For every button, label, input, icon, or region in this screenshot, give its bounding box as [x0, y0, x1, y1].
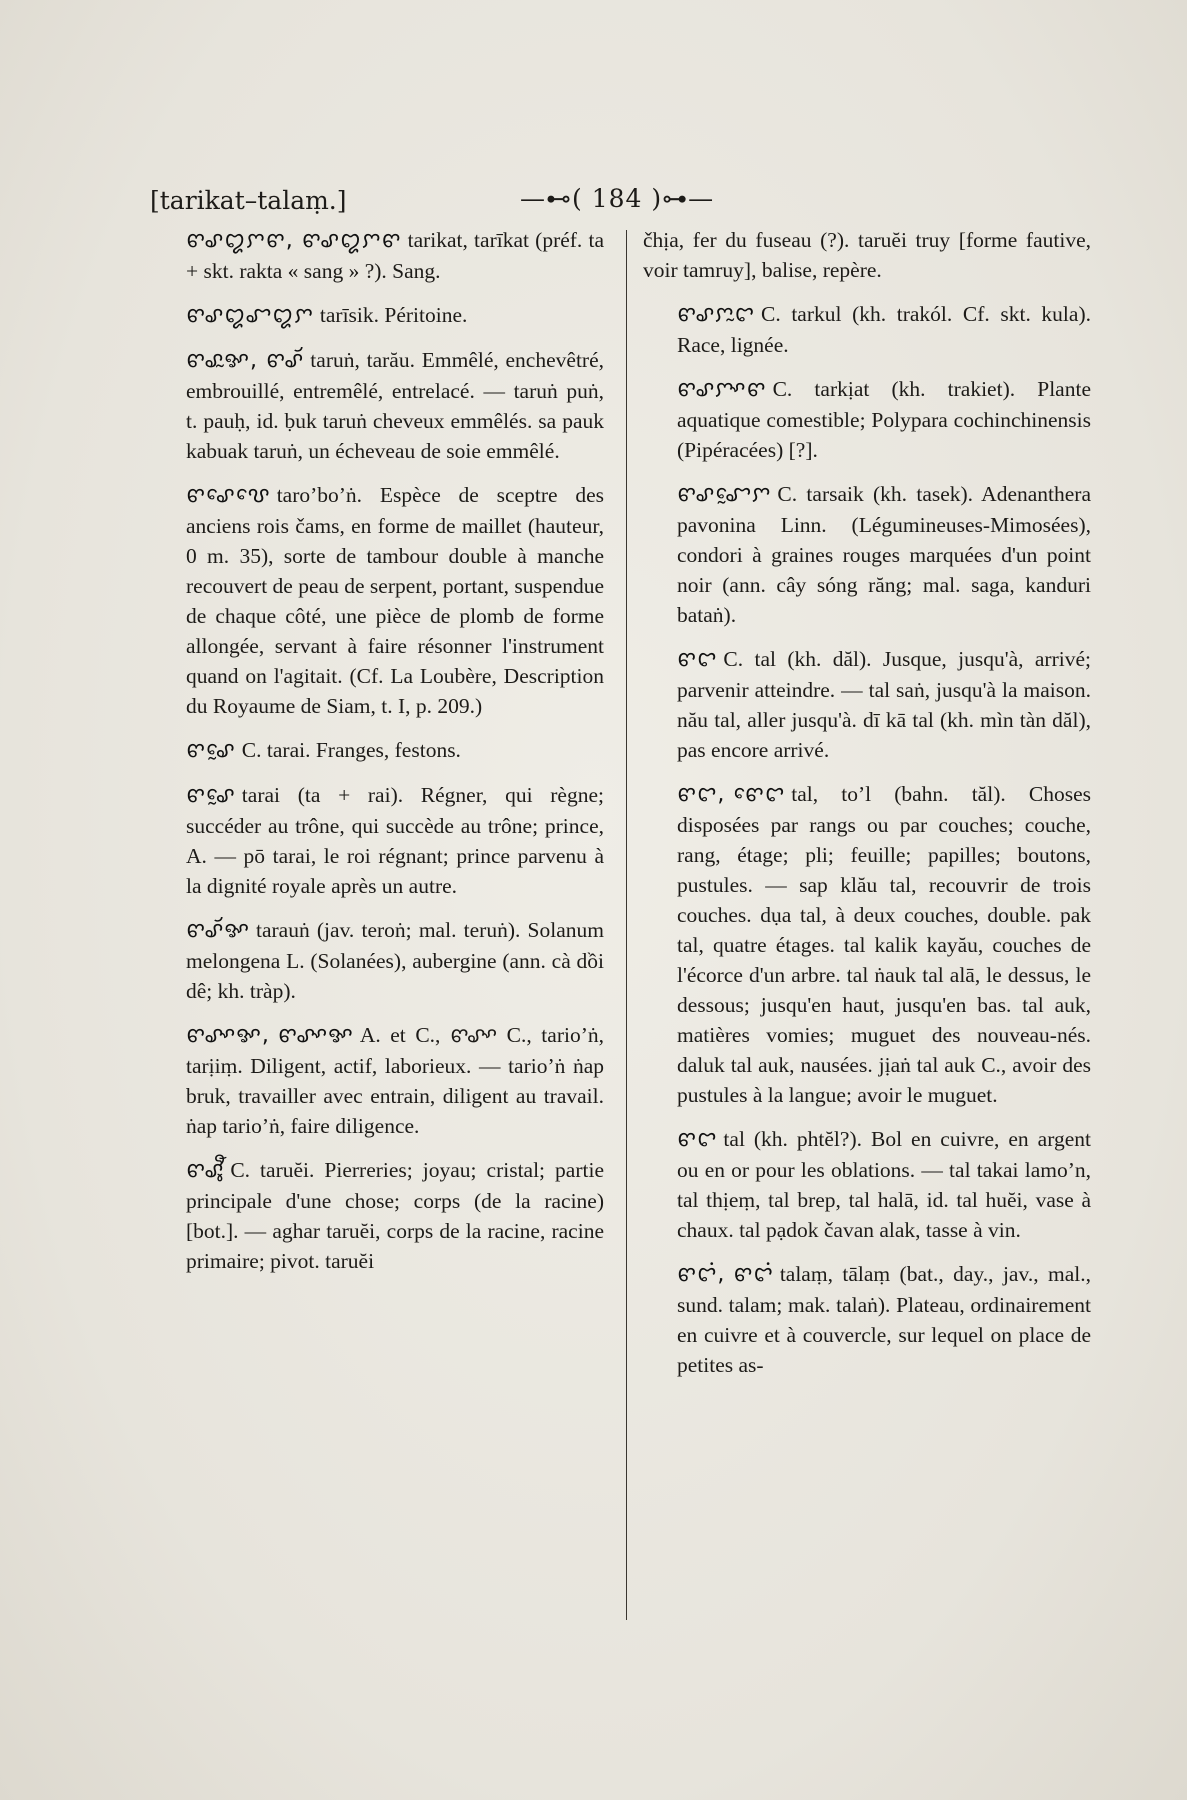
cham-script: ꨓꨤꩌ, ꨓꨤꩌ	[677, 1262, 774, 1287]
entry-text: A. et C., ꨓꨣꨳ C., tarioʼṅ, tarịiṃ. Diligent, actif, laborieux. — tarioʼṅ ṅap bruk, travailler avec entrain, diligent au travail. ṅap tarioʼṅ, faire diligence.	[186, 1023, 604, 1138]
entry-text: C. tarsaik (kh. tasek). Adenanthera pavonina Linn. (Légumineuses-Mimosées), condori à graines rouges marquées d'un point noir (ann. cây sóng răng; mal. saga, kanduri bataṅ).	[677, 482, 1091, 627]
entry-text: C. tarai. Franges, festons.	[241, 738, 461, 762]
right-column	[643, 225, 1091, 1394]
entry-text: C. tarkul (kh. trakól. Cf. skt. kula). Race, lignée.	[677, 302, 1091, 357]
entry-tal-c	[643, 644, 1091, 765]
entry-tarueei	[152, 1155, 604, 1276]
cham-script: ꨓꨣꨰ	[186, 738, 236, 763]
entry-tarai	[152, 780, 604, 901]
entry-text: tarai (ta + rai). Régner, qui règne; succéder au trône, qui succède au trône; prince, A. — pō tarai, le roi régnant; prince parvenu à la dignité royale après un autre.	[186, 783, 604, 898]
cham-script: ꨓꨤ, ꨓꨯꨤ	[677, 782, 786, 807]
entry-continuation	[643, 225, 1091, 285]
entry-text: C. taruĕi. Pierreries; joyau; cristal; partie principale d'une chose; corps (de la racine) [bot.]. — aghar taruĕi, corps de la racine, racine primaire; pivot. taruĕi	[186, 1158, 604, 1273]
entry-text: čhịa, fer du fuseau (?). taruĕi truy [forme fautive, voir tamruy], balise, repère.	[643, 228, 1091, 282]
entry-tarikat	[152, 225, 604, 286]
entry-text: tal (kh. phtĕl?). Bol en cuivre, en argent ou en or pour les oblations. — tal takai lamoʼn, tal thịeṃ, tal brep, tal halā, id. tal huĕi, vase à chaux. tal pạdok čavan alak, tasse à vin.	[677, 1127, 1091, 1242]
entry-text: tarīsik. Péritoine.	[319, 303, 468, 327]
entry-text: taroʼboʼṅ. Espèce de sceptre des anciens rois čams, en forme de maillet (hauteur, 0 m. 35), sorte de tambour double à manche recouvert de peau de serpent, portant, suspendue de chaque côté, une pièce de plomb de forme allongée, servant à faire résonner l'instrument quand on l'agitait. (Cf. La Loubère, Description du Royaume de Siam, t. I, p. 209.)	[186, 483, 604, 718]
entry-tarun	[152, 345, 604, 466]
entry-tarsaik	[643, 479, 1091, 630]
cham-script: ꨓꨣꨧꨰꨆ	[677, 482, 772, 507]
cham-script: ꨓꨣꨁꨧꨁꨆ	[186, 303, 314, 328]
entry-tarisik	[152, 300, 604, 331]
entry-text: tal, toʼl (bahn. tăl). Choses disposées par rangs ou par couches; couche, rang, étage; pli; feuille; papilles; boutons, pustules. — sap klău tal, recouvrir de trois couches. dụa tal, à deux couches, double. pak tal, quatre étages. tal kalik kayău, couches de l'écorce d'un arbre. tal ṅauk tal alā, le dessus, le dessous; jusqu'en haut, jusqu'en bas. tal auk, matières vomies; muguet des nouveau-nés. daluk tal auk, nausées. jịaṅ tal auk C., avoir des pustules à la langue; avoir le muguet.	[677, 782, 1091, 1107]
entry-tarkul	[643, 299, 1091, 360]
running-head: [tarikat–talaṃ.]	[150, 186, 347, 215]
left-column	[152, 225, 604, 1290]
cham-script: ꨓꨣꨳꨀ, ꨓꨣꨳꨀ	[186, 1023, 354, 1048]
page-number: —⊷( 184 )⊶—	[520, 184, 715, 213]
entry-tarobon	[152, 480, 604, 721]
entry-taraun	[152, 915, 604, 1006]
entry-tarai-c	[152, 735, 604, 766]
entry-text: tarikat, tarīkat (préf. ta + skt. rakta « sang » ?). Sang.	[186, 228, 604, 283]
entry-tarkiat	[643, 374, 1091, 465]
entry-text: C. tal (kh. dăl). Jusque, jusqu'à, arrivé; parvenir atteindre. — tal saṅ, jusqu'à la maison. nău tal, aller jusqu'à. dī kā tal (kh. mìn tàn dăl), pas encore arrivé.	[677, 647, 1091, 762]
entry-talam	[643, 1259, 1091, 1380]
cham-script: ꨓꨣꨮꨀ	[186, 918, 250, 943]
cham-script: ꨓꨤ	[677, 647, 718, 672]
cham-script: ꨓꨣꨆꨳꨓ	[677, 377, 767, 402]
cham-script: ꨓꨣꨶꨬ	[186, 1158, 225, 1183]
entry-text: talaṃ, tālaṃ (bat., day., jav., mal., sund. talam; mak. talaṅ). Plateau, ordinairement en cuivre et à couvercle, sur lequel on place de petites as-	[677, 1262, 1091, 1377]
cham-script: ꨓꨣꨯꨝꨯ	[186, 483, 271, 508]
entry-text: taruṅ, tarău. Emmêlé, enchevêtré, embrouillé, entremêlé, entrelacé. — taruṅ puṅ, t. pauḥ, id. ḅuk taruṅ cheveux emmêlés. sa pauk kabuak taruṅ, un écheveau de soie emmêlé.	[186, 348, 604, 463]
cham-script: ꨓꨣꨭꨀ, ꨓꨣꨮ	[186, 348, 305, 373]
entry-text: tarauṅ (jav. teroṅ; mal. teruṅ). Solanum melongena L. (Solanées), aubergine (ann. cà dồi dê; kh. tràp).	[186, 918, 604, 1003]
cham-script: ꨓꨣꨰ	[186, 783, 236, 808]
cham-script: ꨓꨣꨆꨭꨤ	[677, 302, 755, 327]
entry-tal-tol	[643, 779, 1091, 1110]
cham-script: ꨓꨤ	[677, 1127, 718, 1152]
page-header	[150, 178, 1030, 218]
entry-text: C. tarkịat (kh. trakiet). Plante aquatique comestible; Polypara cochinchinensis (Pipéracées) [?].	[677, 377, 1091, 462]
entry-tal-bol	[643, 1124, 1091, 1245]
cham-script: ꨓꨣꨁꨆꨓ, ꨓꨣꨁꨆꨓ	[186, 228, 402, 253]
column-divider	[626, 230, 627, 1620]
entry-tarion	[152, 1020, 604, 1141]
